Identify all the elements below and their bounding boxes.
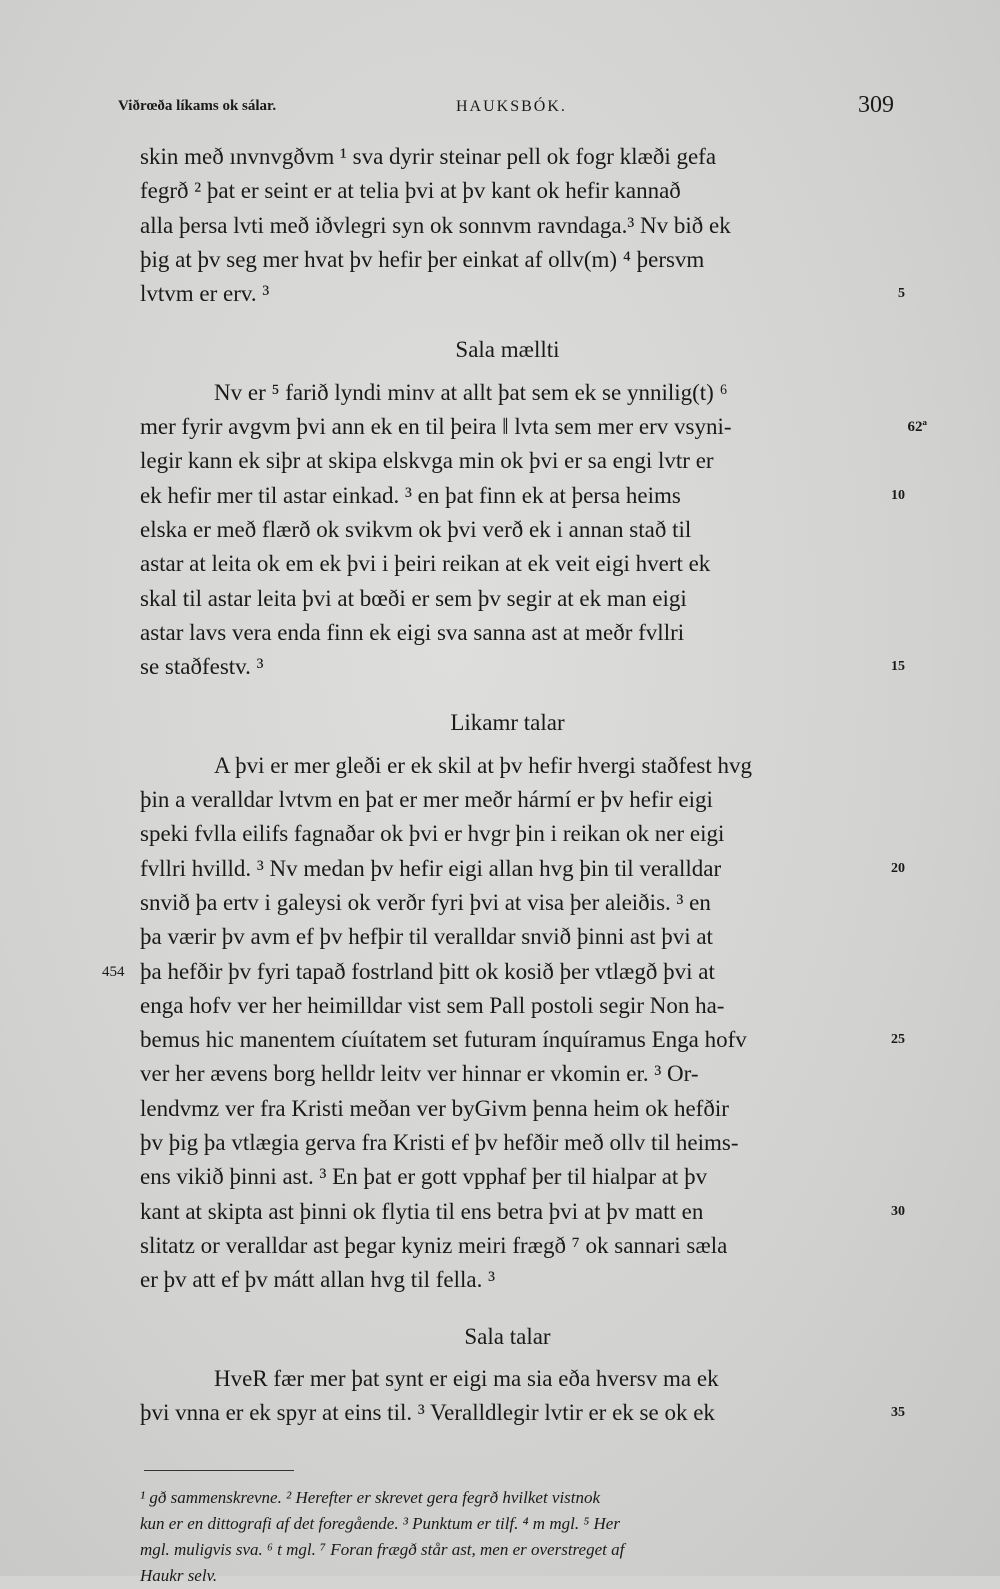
text-line [140, 243, 875, 277]
text-line-content: se staðfestv. ³ [140, 654, 264, 680]
text-line-content: astar lavs vera enda finn ek eigi sva sanna ast at meðr fvllri [140, 619, 685, 645]
text-line-content: þvi vnna er ek spyr at eins til. ³ Veralldlegir lvtir er ek se ok ek [140, 1400, 715, 1426]
text-line [140, 1057, 875, 1091]
text-line-content: þa hefðir þv fyri tapað fostrland þitt ok kosið þer vtlægð þvi at [140, 958, 715, 984]
text-line [140, 783, 875, 817]
text-line [102, 955, 875, 989]
page-number: 309 [858, 92, 894, 118]
text-line-content: A þvi er mer gleði er ek skil at þv hefir hvergi staðfest hvg [214, 752, 753, 778]
text-line [140, 174, 875, 208]
line-number: 35 [891, 1405, 905, 1421]
text-line-content: ek hefir mer til astar einkad. ³ en þat finn ek at þersa heims [140, 482, 681, 508]
text-line [140, 547, 875, 581]
text-line-content: fvllri hvilld. ³ Nv medan þv hefir eigi allan hvg þin til veralldar [140, 855, 722, 881]
text-line [140, 582, 875, 616]
text-line-content: mer fyrir avgvm þvi ann ek en til þeira ‖ lvta sem mer erv vsyni- [140, 414, 732, 440]
text-line-content: þa værir þv avm ef þv hefþir til veralldar snvið þinni ast þvi at [140, 924, 713, 950]
text-line-content: lendvmz ver fra Kristi meðan ver byGivm þenna heim ok hefðir [140, 1095, 729, 1121]
text-line [140, 376, 875, 410]
text-line [140, 1362, 875, 1396]
text-line [140, 1396, 905, 1430]
text-line [140, 852, 905, 886]
text-line-content: HveR fær mer þat synt er eigi ma sia eða hversv ma ek [214, 1365, 719, 1391]
section-heading: Likamr talar [450, 710, 565, 736]
section-heading: Sala talar [464, 1323, 551, 1349]
edition-page-marker: 454 [102, 963, 125, 980]
line-number: 25 [891, 1032, 905, 1048]
manuscript-folio-marker: 62ª [907, 419, 927, 436]
text-line-content: skal til astar leita þvi at bœði er sem þv segir at ek man eigi [140, 585, 687, 611]
text-line [140, 140, 875, 174]
text-line-content: kant at skipta ast þinni ok flytia til ens betra þvi at þv matt en [140, 1198, 704, 1224]
text-line [140, 513, 875, 547]
text-line-content: er þv att ef þv mátt allan hvg til fella. ³ [140, 1267, 495, 1293]
text-line [140, 444, 875, 478]
text-line-content: snvið þa ertv i galeysi ok verðr fyri þvi at visa þer aleiðis. ³ en [140, 889, 711, 915]
text-line-content: astar at leita ok em ek þvi i þeiri reikan at ek veit eigi hvert ek [140, 551, 711, 577]
text-line [140, 1195, 905, 1229]
text-line-content: legir kann ek siþr at skipa elskvga min ok þvi er sa engi lvtr er [140, 448, 714, 474]
text-line [140, 1229, 875, 1263]
text-line-content: alla þersa lvti með iðvlegri syn ok sonnvm ravndaga.³ Nv bið ek [140, 212, 731, 238]
text-line [140, 1160, 875, 1194]
text-line [140, 410, 927, 444]
text-line-content: ver her ævens borg helldr leitv ver hinnar er vkomin er. ³ Or- [140, 1061, 699, 1087]
text-line-content: skin með ınvnvgðvm ¹ sva dyrir steinar pell ok fogr klæði gefa [140, 144, 717, 169]
text-line-content: enga hofv ver her heimilldar vist sem Pall postoli segir Non ha- [140, 992, 725, 1018]
text-line-content: Nv er ⁵ farið lyndi minv at allt þat sem ek se ynnilig(t) ⁶ [214, 379, 728, 405]
text-line [140, 749, 875, 783]
line-number: 10 [891, 487, 905, 503]
text-line-content: lvtvm er erv. ³ [140, 281, 270, 307]
body-text [102, 140, 927, 1589]
footnote-line: kun er en dittografi af det foregående. ³ Punktum er tilf. ⁴ m mgl. ⁵ Her [140, 1514, 620, 1534]
header-section-title: Viðrœða líkams ok sálar. [118, 98, 277, 114]
footnote-line: ¹ gð sammenskrevne. ² Herefter er skrevet gera fegrð hvilket vistnok [140, 1488, 601, 1508]
text-line-content: elska er með flærð ok svikvm ok þvi verð ek i annan stað til [140, 516, 692, 542]
line-number: 5 [898, 286, 905, 302]
text-line [140, 817, 875, 851]
text-line-content: þin a veralldar lvtvm en þat er mer meðr hármí er þv hefir eigi [140, 787, 713, 813]
line-number: 30 [891, 1203, 905, 1219]
text-line [140, 479, 905, 513]
header-book-title: HAUKSBÓK. [456, 98, 567, 115]
text-line [140, 920, 875, 954]
text-line-content: bemus hic manentem cíuítatem set futuram ínquíramus Enga hofv [140, 1027, 747, 1053]
text-line-content: þig at þv seg mer hvat þv hefir þer einkat af ollv(m) ⁴ þersvm [140, 246, 705, 272]
text-line-content: ens vikið þinni ast. ³ En þat er gott vpphaf þer til hialpar at þv [140, 1164, 708, 1190]
line-number: 15 [891, 659, 905, 675]
text-line [140, 1126, 875, 1160]
text-line-content: fegrð ² þat er seint er at telia þvi at þv kant ok hefir kannað [140, 178, 681, 204]
text-line [140, 650, 905, 684]
text-line [140, 1023, 905, 1057]
text-line [140, 209, 875, 243]
footnote-line: Haukr selv. [140, 1566, 218, 1586]
section-heading: Sala mællti [455, 337, 560, 363]
text-line [140, 886, 875, 920]
running-header [118, 92, 894, 122]
text-line [140, 277, 905, 311]
text-line-content: slitatz or veralldar ast þegar kyniz meiri frægð ⁷ ok sannari sæla [140, 1232, 728, 1258]
text-line [140, 989, 875, 1023]
footnote-rule [144, 1470, 294, 1471]
text-line-content: þv þig þa vtlægia gerva fra Kristi ef þv hefðir með ollv til heims- [140, 1130, 739, 1156]
line-number: 20 [891, 860, 905, 876]
text-line [140, 1092, 875, 1126]
text-line [140, 616, 875, 650]
text-line-content: speki fvlla eilifs fagnaðar ok þvi er hvgr þin i reikan ok ner eigi [140, 821, 725, 847]
footnote-line: mgl. muligvis sva. ⁶ t mgl. ⁷ Foran frægð står ast, men er overstreget af [140, 1540, 625, 1560]
text-line [140, 1263, 875, 1297]
